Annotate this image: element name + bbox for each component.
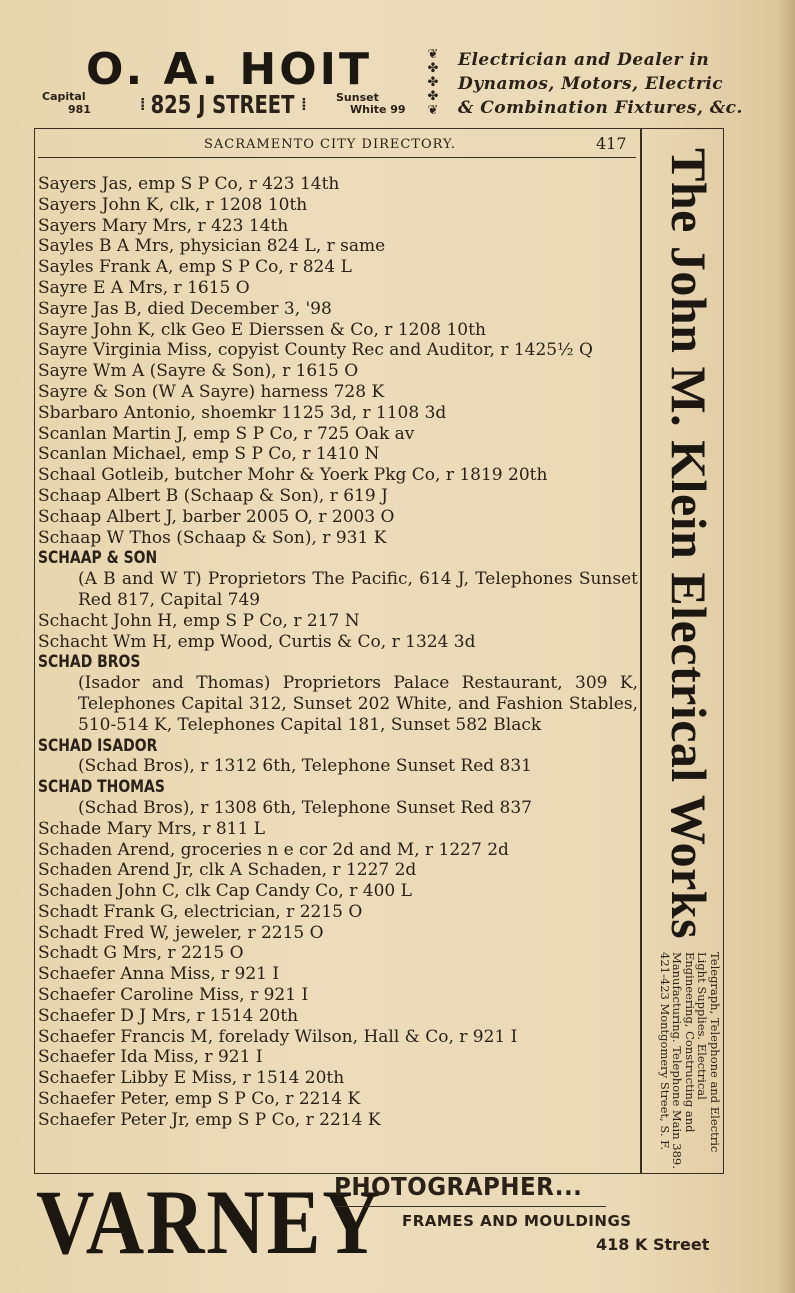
varney-address: 418 K Street xyxy=(596,1235,710,1254)
list-item: Schaal Gotleib, butcher Mohr & Yoerk Pkg Co, r 1819 20th xyxy=(38,465,548,486)
hoit-desc-line: & Combination Fixtures, &c. xyxy=(458,98,743,118)
firm-heading-schad-thomas: SCHAD THOMAS xyxy=(38,777,165,798)
klein-details xyxy=(645,952,721,1170)
list-item: Sayers Jas, emp S P Co, r 423 14th xyxy=(38,174,340,194)
header-title: SACRAMENTO CITY DIRECTORY. xyxy=(204,137,457,152)
list-item: Sayre E A Mrs, r 1615 O xyxy=(38,277,250,298)
list-item: Schaefer Ida Miss, r 921 I xyxy=(38,1047,263,1068)
hoit-advertisement xyxy=(34,40,744,130)
page-number: 417 xyxy=(596,134,627,153)
varney-goods: FRAMES AND MOULDINGS xyxy=(402,1212,632,1230)
list-item: Schaden Arend, groceries n e cor 2d and M, r 1227 2d xyxy=(38,839,509,860)
firm-heading-schad-bros: SCHAD BROS xyxy=(38,652,141,673)
klein-title: The John M. Klein Electrical Works xyxy=(661,148,717,940)
list-item: Sayre Wm A (Sayre & Son), r 1615 O xyxy=(38,361,359,382)
firm-heading-schad-isador: SCHAD ISADOR xyxy=(38,735,158,756)
list-item: Schaap W Thos (Schaap & Son), r 931 K xyxy=(38,527,387,548)
hoit-capital-label: Capital xyxy=(42,90,86,103)
list-item: Schaap Albert B (Schaap & Son), r 619 J xyxy=(38,485,388,506)
klein-advertisement xyxy=(650,148,722,938)
hoit-sunset-label: Sunset xyxy=(336,91,379,104)
list-item: Scanlan Michael, emp S P Co, r 1410 N xyxy=(38,444,380,465)
list-item: Schadt Frank G, electrician, r 2215 O xyxy=(38,901,363,922)
list-item: Sayre & Son (W A Sayre) harness 728 K xyxy=(38,381,385,402)
firm-detail-schad-bros: (Isador and Thomas) Proprietors Palace Restaurant, 309 K, Telephones Capital 312, Sunset 202 White, and Fashion Stables, 510-514 K, Telephones Capital 181, Sunset 582 Black xyxy=(78,673,638,735)
hoit-sunset-phone xyxy=(336,92,406,116)
list-item: Sbarbaro Antonio, shoemkr 1125 3d, r 1108 3d xyxy=(38,402,447,423)
page-edge-shadow xyxy=(777,0,795,1293)
list-item: Schaden John C, clk Cap Candy Co, r 400 L xyxy=(38,881,412,902)
list-item: Schaap Albert J, barber 2005 O, r 2003 O xyxy=(38,506,395,527)
list-item: Schaefer Peter Jr, emp S P Co, r 2214 K xyxy=(38,1109,381,1130)
list-item: Sayre Virginia Miss, copyist County Rec and Auditor, r 1425½ Q xyxy=(38,340,593,361)
hoit-desc-line: Dynamos, Motors, Electric xyxy=(458,74,724,94)
list-item: Scanlan Martin J, emp S P Co, r 725 Oak av xyxy=(38,423,415,444)
varney-trade: PHOTOGRAPHER... xyxy=(334,1172,583,1201)
hoit-street xyxy=(140,90,305,119)
list-item: Schade Mary Mrs, r 811 L xyxy=(38,818,266,839)
hoit-name: O. A. HOIT xyxy=(86,44,372,95)
running-header xyxy=(36,134,636,156)
hoit-desc-line: Electrician and Dealer in xyxy=(458,50,710,70)
list-item: Schaefer Caroline Miss, r 921 I xyxy=(38,985,309,1006)
list-item: Schadt Fred W, jeweler, r 2215 O xyxy=(38,922,324,943)
list-item: Schacht John H, emp S P Co, r 217 N xyxy=(38,610,360,631)
list-item: Schaefer Libby E Miss, r 1514 20th xyxy=(38,1068,345,1089)
varney-name: VARNEY xyxy=(36,1171,383,1273)
list-item: Schaefer Francis M, forelady Wilson, Hall & Co, r 921 I xyxy=(38,1026,518,1047)
list-item: Sayers John K, clk, r 1208 10th xyxy=(38,194,308,215)
list-item: Schadt G Mrs, r 2215 O xyxy=(38,943,244,964)
list-item: Sayre Jas B, died December 3, '98 xyxy=(38,298,332,319)
ornament-bar-icon: ⁞ xyxy=(140,94,144,115)
list-item: Sayles Frank A, emp S P Co, r 824 L xyxy=(38,257,352,278)
list-item: Schaefer Peter, emp S P Co, r 2214 K xyxy=(38,1089,361,1110)
varney-divider xyxy=(334,1206,606,1207)
hoit-capital-phone xyxy=(42,90,91,116)
list-item: Schacht Wm H, emp Wood, Curtis & Co, r 1324 3d xyxy=(38,631,476,652)
klein-detail-text: Telegraph, Telephone and Electric Light Supplies. Electrical Engineering, Constructing and Manufacturing. Telephone Main 389. 421-423 Montgomery Street, S. F. xyxy=(658,952,722,1169)
list-item: Sayers Mary Mrs, r 423 14th xyxy=(38,215,289,236)
hoit-sunset-number: White 99 xyxy=(350,103,406,116)
list-item: Sayles B A Mrs, physician 824 L, r same xyxy=(38,236,386,257)
ornament-column-icon: ❦ ✤ ✤ ✤ ❦ xyxy=(427,47,439,118)
list-item: Schaefer Anna Miss, r 921 I xyxy=(38,964,280,985)
hoit-street-text: 825 J STREET xyxy=(150,90,295,119)
list-item: Schaefer D J Mrs, r 1514 20th xyxy=(38,1005,299,1026)
list-item: Sayre John K, clk Geo E Dierssen & Co, r 1208 10th xyxy=(38,319,486,340)
firm-detail-schaap-son: (A B and W T) Proprietors The Pacific, 614 J, Telephones Sunset Red 817, Capital 749 xyxy=(78,569,638,610)
hoit-capital-number: 981 xyxy=(68,103,91,116)
header-divider xyxy=(38,157,636,158)
firm-heading-schaap-son: SCHAAP & SON xyxy=(38,548,158,569)
list-item: Schaden Arend Jr, clk A Schaden, r 1227 2d xyxy=(38,860,417,881)
firm-detail-schad-thomas: (Schad Bros), r 1308 6th, Telephone Sunset Red 837 xyxy=(78,797,533,818)
ornament-bar-icon: ⁞ xyxy=(301,94,306,115)
directory-listings xyxy=(38,174,638,1131)
firm-detail-schad-isador: (Schad Bros), r 1312 6th, Telephone Sunset Red 831 xyxy=(78,756,533,777)
hoit-description xyxy=(458,48,743,120)
